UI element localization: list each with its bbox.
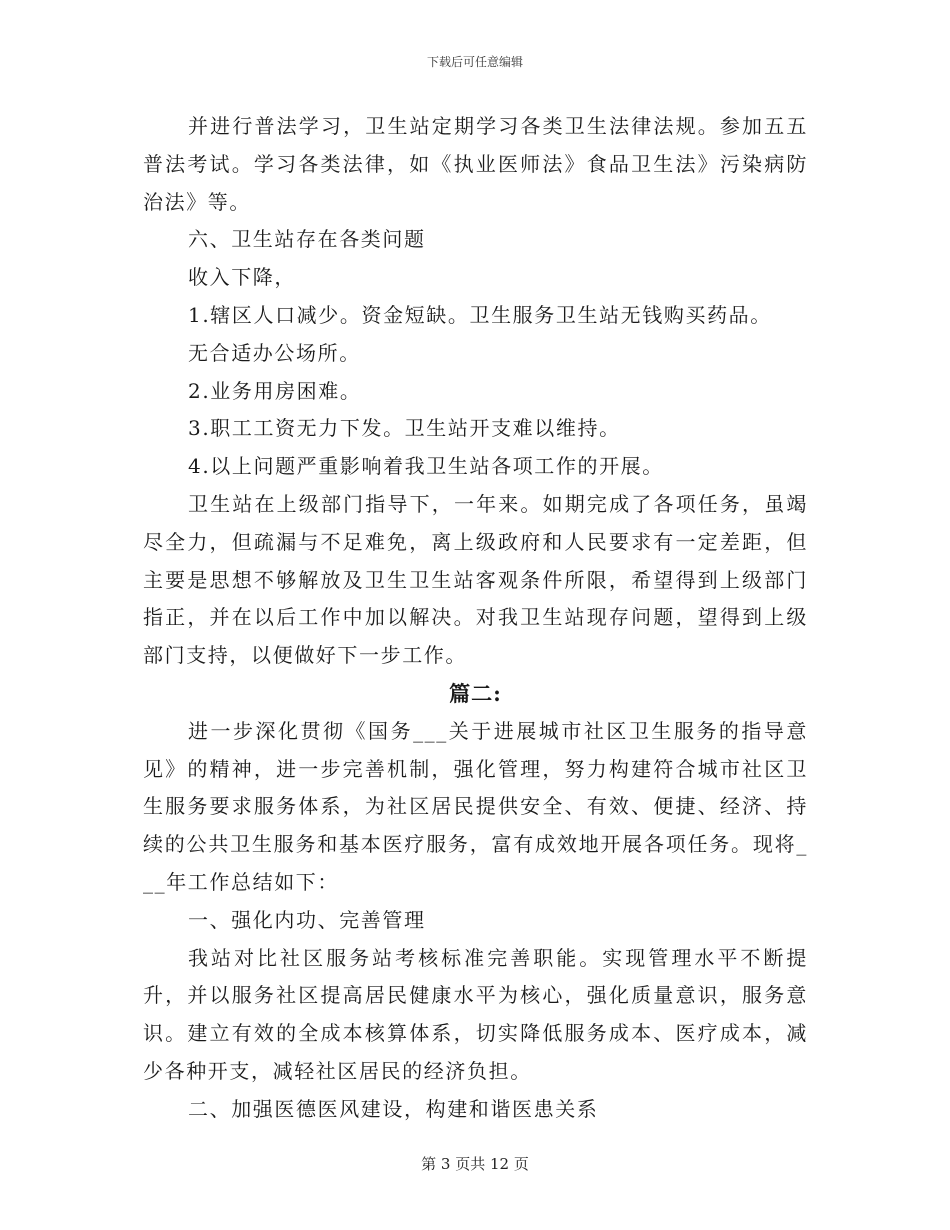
paragraph: 进一步深化贯彻《国务___关于进展城市社区卫生服务的指导意见》的精神，进一步完善机制，强化管理，努力构建符合城市社区卫生服务要求服务体系，为社区居民提供安全、有效、便捷、经济、持续的公共卫生服务和基本医疗服务，富有成效地开展各项任务。现将___年工作总结如下：: [143, 718, 808, 894]
paragraph: 二、加强医德医风建设，构建和谐医患关系: [188, 1096, 599, 1121]
paragraph: 六、卫生站存在各类问题: [188, 227, 426, 252]
page-number: 第 3 页共 12 页: [421, 1155, 529, 1173]
paragraph: 我站对比社区服务站考核标准完善职能。实现管理水平不断提升，并以服务社区提高居民健康水平为核心，强化质量意识，服务意识。建立有效的全成本核算体系，切实降低服务成本、医疗成本，减少各种开支，减轻社区居民的经济负担。: [143, 945, 808, 1083]
paragraph: 卫生站在上级部门指导下，一年来。如期完成了各项任务，虽竭尽全力，但疏漏与不足难免，离上级政府和人民要求有一定差距，但主要是思想不够解放及卫生卫生站客观条件所限，希望得到上级部门指正，并在以后工作中加以解决。对我卫生站现存问题，望得到上级部门支持，以便做好下一步工作。: [143, 491, 808, 668]
paragraph: 一、强化内功、完善管理: [188, 907, 426, 932]
paragraph: 并进行普法学习，卫生站定期学习各类卫生法律法规。参加五五普法考试。学习各类法律，如《执业医师法》食品卫生法》污染病防治法》等。: [143, 114, 808, 214]
paragraph: 3.职工工资无力下发。卫生站开支难以维持。: [188, 416, 621, 441]
document-body: [143, 108, 808, 1129]
page-header-note: 下载后可任意编辑: [426, 55, 523, 69]
paragraph: 收入下降，: [188, 265, 296, 290]
section-heading: 篇二:: [449, 680, 502, 706]
paragraph: 2.业务用房困难。: [188, 378, 362, 403]
paragraph: 4.以上问题严重影响着我卫生站各项工作的开展。: [188, 454, 664, 479]
paragraph: 无合适办公场所。: [188, 340, 361, 365]
paragraph: 1.辖区人口减少。资金短缺。卫生服务卫生站无钱购买药品。: [188, 302, 772, 327]
